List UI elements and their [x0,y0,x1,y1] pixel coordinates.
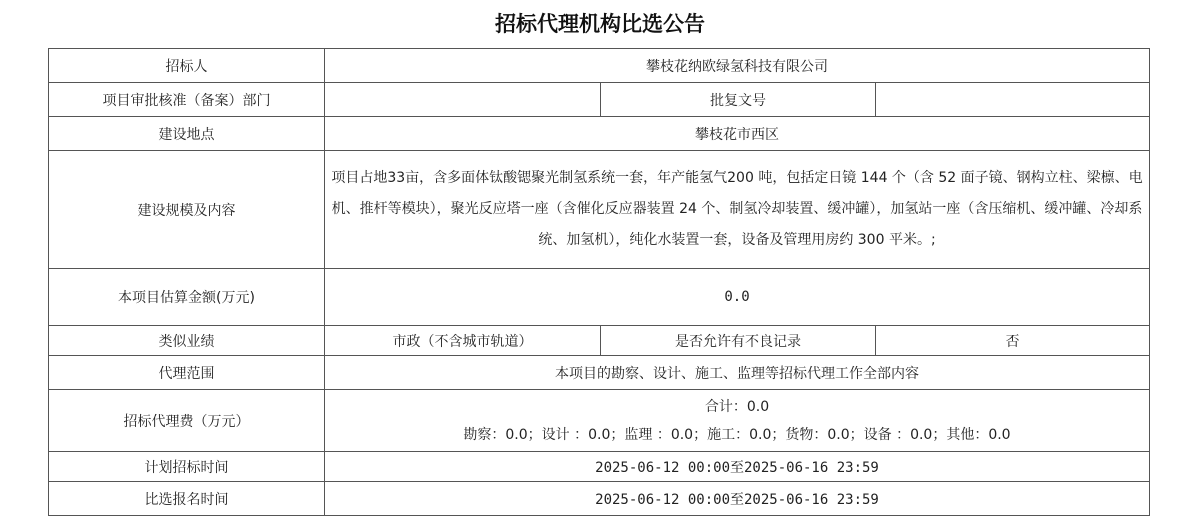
page-title: 招标代理机构比选公告 [495,11,705,36]
performance-label: 类似业绩 [49,326,325,356]
plan-time-value: 2025-06-12 00:00至2025-06-16 23:59 [325,452,1150,482]
row-performance [49,326,1150,356]
fee-label: 招标代理费（万元） [49,390,325,452]
row-plan-time [49,452,1150,482]
signup-time-value: 2025-06-12 00:00至2025-06-16 23:59 [325,482,1150,516]
plan-time-label: 计划招标时间 [49,452,325,482]
location-label: 建设地点 [49,117,325,151]
signup-time-label: 比选报名时间 [49,482,325,516]
row-fee [49,390,1150,452]
row-signup-time [49,482,1150,516]
bad-record-value: 否 [876,326,1150,356]
approval-doc-label: 批复文号 [601,83,876,117]
performance-value: 市政（不含城市轨道） [325,326,601,356]
estimate-label: 本项目估算金额(万元) [49,269,325,326]
approval-dept-value [325,83,601,117]
row-scale [49,151,1150,269]
scope-value: 本项目的勘察、设计、施工、监理等招标代理工作全部内容 [325,356,1150,390]
tenderer-value: 攀枝花纳欧绿氢科技有限公司 [325,49,1150,83]
scope-label: 代理范围 [49,356,325,390]
notice-table [48,48,1150,516]
row-scope [49,356,1150,390]
approval-doc-value [876,83,1150,117]
fee-breakdown: 勘察：0.0；设计 ：0.0；监理 ：0.0；施工：0.0；货物：0.0；设备 ：0.0；其他：0.0 [463,426,1011,443]
row-estimate [49,269,1150,326]
row-location [49,117,1150,151]
approval-dept-label: 项目审批核准（备案）部门 [49,83,325,117]
scale-label: 建设规模及内容 [49,151,325,269]
fee-value [325,390,1150,452]
fee-total: 合计：0.0 [704,398,770,415]
row-approval [49,83,1150,117]
estimate-value: 0.0 [325,269,1150,326]
row-tenderer [49,49,1150,83]
location-value: 攀枝花市西区 [325,117,1150,151]
bad-record-label: 是否允许有不良记录 [601,326,876,356]
scale-value: 项目占地33亩，含多面体钛酸锶聚光制氢系统一套，年产能氢气200 吨，包括定日镜 144 个（含 52 面子镜、钢构立柱、梁檩、电机、推杆等模块），聚光反应塔一座（含催化反应器装置 24 个、制氢冷却装置、缓冲罐），加氢站一座（含压缩机、缓冲罐、冷却系统、加氢机），纯化水装置一套，设备及管理用房约 300 平米。; [325,151,1150,269]
tenderer-label: 招标人 [49,49,325,83]
